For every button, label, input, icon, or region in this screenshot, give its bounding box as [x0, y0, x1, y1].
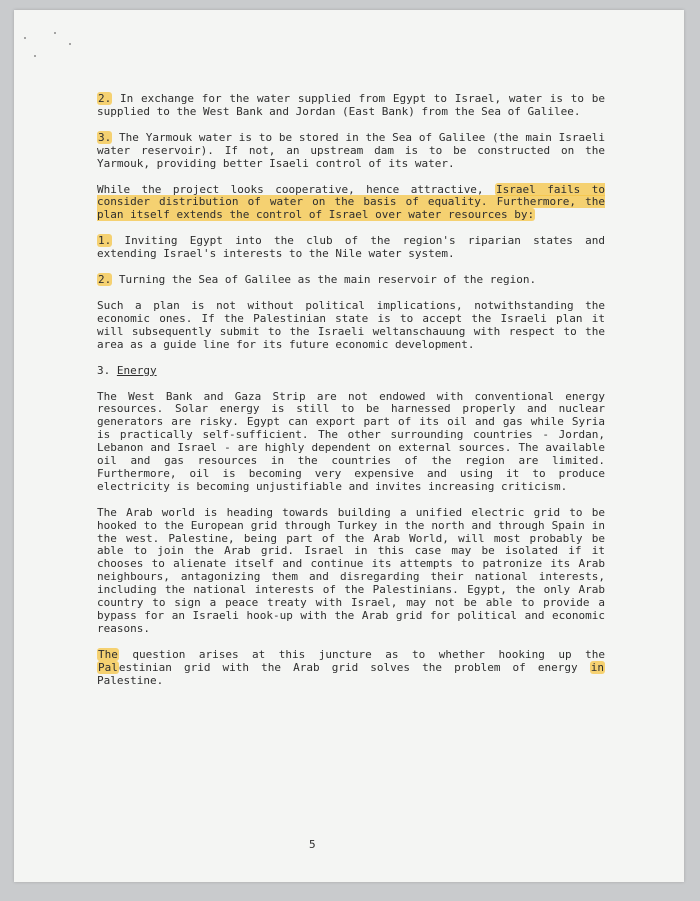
paper-speck [24, 37, 26, 39]
page-number: 5 [309, 838, 316, 851]
highlighted-text: The [98, 647, 118, 661]
document-body [97, 93, 605, 701]
section-heading-energy [97, 365, 605, 378]
paragraph-text: The Yarmouk water is to be stored in the Sea of Galilee (the main Israeli water reservoir). If not, an upstream dam is to be constructed on the Yarmouk, providing better Isaeli control of its water. [97, 130, 605, 170]
paragraph-text: estinian grid with the Arab grid solves the problem of energy [118, 660, 590, 674]
paragraph-sea-of-galilee [97, 274, 605, 287]
highlighted-number: 2. [98, 273, 112, 287]
paragraph-text: Inviting Egypt into the club of the region's riparian states and extending Israel's interests to the Nile water system. [97, 234, 605, 261]
paragraph-text: The Arab world is heading towards building a unified electric grid to be hooked to the European grid through Turkey in the north and through Spain in the west. Palestine, being part of the Arab World, will most probably be able to join the Arab grid. Israel in this case may be isolated if it chooses to alienate itself and continue its attempts to patronize its Arab neighbours, antagonizing them and disregarding their national interests, including the national interests of the Palestinians. Egypt, the only Arab country to sign a peace treaty with Israel, may not be able to provide a bypass for an Israeli hook-up with the Arab grid for political and economic reasons. [97, 505, 605, 635]
paper-speck [69, 43, 71, 45]
paragraph-political-implications [97, 300, 605, 352]
paragraph-inviting-egypt [97, 235, 605, 261]
highlighted-number: 1. [98, 234, 112, 248]
paragraph-text: Such a plan is not without political implications, notwithstanding the economic ones. If the Palestinian state is to accept the Israeli plan it will subsequently submit to the Israeli weltanschauung with respect to the area as a guide line for its future economic development. [97, 298, 605, 351]
section-number: 3. [97, 363, 117, 377]
section-title: Energy [116, 363, 157, 377]
paragraph-energy-resources [97, 391, 605, 494]
paragraph-text: The West Bank and Gaza Strip are not endowed with conventional energy resources. Solar energy is still to be harnessed properly and nuclear generators are risky. Egypt can export part of its oil and gas while Syria is practically self-sufficient. The other surrounding countries - Jordan, Lebanon and Israel - are highly dependent on external sources. The available oil and gas resources in the countries of the region are limited. Furthermore, oil is becoming very expensive and using it to produce electricity is becoming unjustifiable and invites increasing criticism. [97, 389, 605, 493]
paragraph-text: While the project looks cooperative, hence attractive, [97, 182, 496, 196]
highlighted-text: Israel fails to consider distribution of water on the basis of equality. Furthermore, the plan itself extends the control of Israel over water resources by: [97, 182, 605, 222]
highlighted-number: 3. [98, 130, 112, 144]
highlighted-number: 2. [98, 92, 112, 105]
paragraph-yarmouk [97, 132, 605, 171]
paragraph-text: In exchange for the water supplied from Egypt to Israel, water is to be supplied to the West Bank and Jordan (East Bank) from the Sea of Galilee. [97, 92, 605, 118]
highlighted-text: in [590, 660, 604, 674]
paragraph-text: question arises at this juncture as to whether hooking up the [118, 647, 605, 661]
highlighted-text: Pal [98, 660, 118, 674]
paper-speck [34, 55, 36, 57]
paragraph-text: Turning the Sea of Galilee as the main reservoir of the region. [112, 273, 537, 287]
paragraph-water-exchange [97, 93, 605, 119]
paragraph-question [97, 649, 605, 688]
paper-speck [54, 32, 56, 34]
paragraph-arab-grid [97, 507, 605, 636]
paragraph-cooperative [97, 184, 605, 223]
paragraph-text: Palestine. [97, 673, 164, 687]
